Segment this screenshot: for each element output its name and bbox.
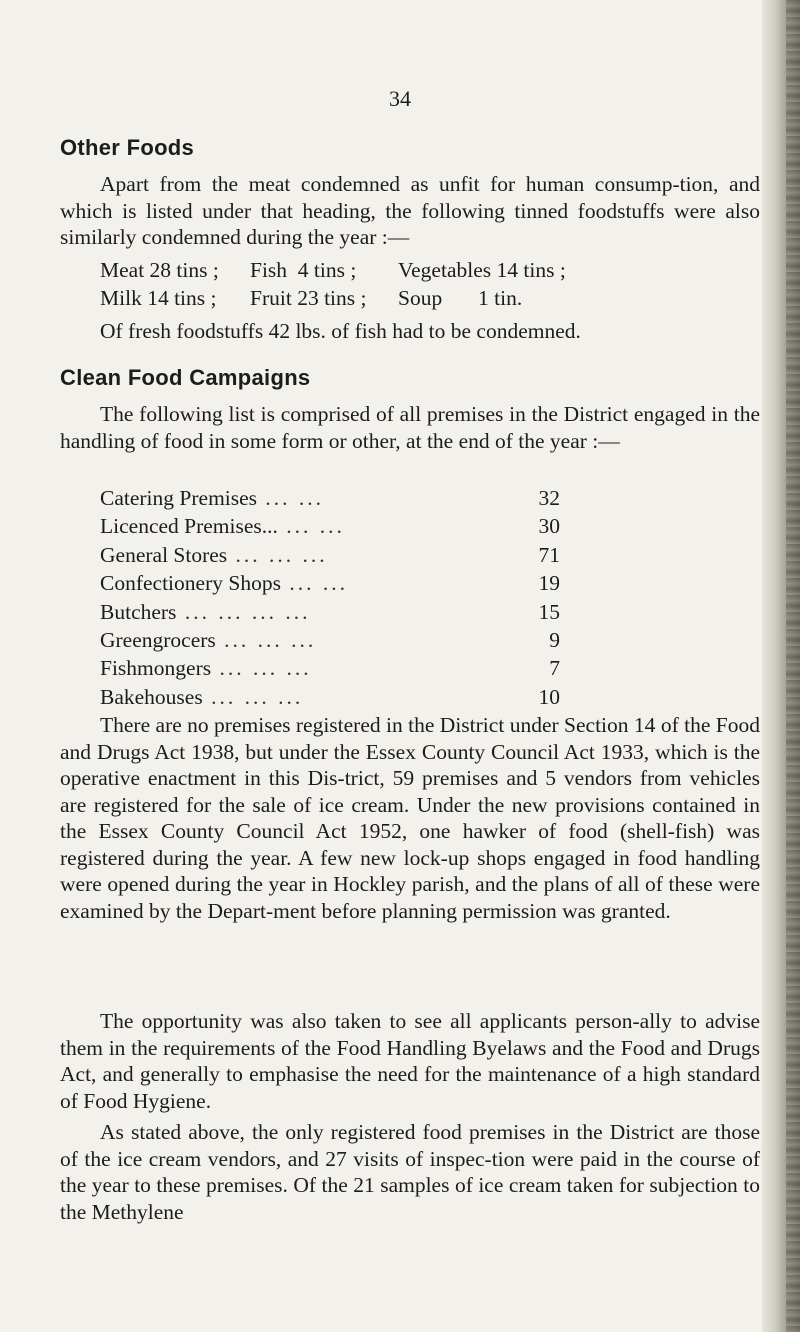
tins-fish: Fish 4 tins ;: [250, 258, 357, 282]
heading-other-foods: Other Foods: [60, 135, 195, 160]
tins-milk: Milk 14 tins ;: [100, 286, 217, 310]
tinned-foods-list: [100, 256, 578, 312]
page-edge-marks: [786, 0, 800, 1332]
premises-row: Bakehouses ... ... ... 10: [100, 683, 560, 711]
premises-name: Fishmongers: [100, 656, 212, 681]
premises-name: Licenced Premises...: [100, 514, 278, 539]
premises-count: 10: [538, 684, 560, 709]
tinned-foods-line-1: [100, 256, 578, 284]
premises-table: [100, 484, 560, 711]
premises-row: General Stores ... ... ... 71: [100, 541, 560, 569]
premises-name: Confectionery Shops: [100, 571, 281, 596]
premises-count: 32: [538, 486, 560, 510]
register-paragraph: There are no premises registered in the District under Section 14 of the Food and Drugs Act 1938, but under the Essex County Council Act 1933, which is the operative enactment in this Dis-trict, 59 premises and 5 vendors from vehicles are registered for the sale of ice cream. Under the new provisions contained in the Essex County Council Act 1952, one hawker of food (shell-fish) was registered during the year. A few new lock-up shops engaged in food handling were opened during the year in Hockley parish, and the plans of all of these were examined by the Depart-ment before planning permission was granted.: [60, 713, 760, 923]
premises-row: Butchers ... ... ... ... 15: [100, 598, 560, 626]
premises-name: General Stores: [100, 542, 228, 567]
tins-soup-count: 1 tin.: [478, 286, 523, 310]
premises-row: Fishmongers ... ... ... 7: [100, 654, 560, 682]
clean-food-intro: The following list is comprised of all premises in the District engaged in the handling of food in some form or other, at the end of the year :—: [60, 402, 760, 453]
premises-row: Catering Premises ... ... 32: [100, 484, 560, 512]
premises-count: 30: [538, 514, 560, 539]
premises-row: Confectionery Shops ... ... 19: [100, 569, 560, 597]
premises-count: 15: [538, 599, 560, 624]
premises-count: 71: [538, 542, 560, 567]
opportunity-paragraph: The opportunity was also taken to see all applicants person-ally to advise them in the requirements of the Food Handling Byelaws and the Food and Drugs Act, and generally to emphasise the need for the maintenance of a high standard of Food Hygiene.: [60, 1009, 760, 1113]
fresh-foodstuffs-text: Of fresh foodstuffs 42 lbs. of fish had to be condemned.: [100, 319, 581, 343]
premises-row: Greengrocers ... ... ... 9: [100, 626, 560, 654]
tins-fruit: Fruit 23 tins ;: [250, 286, 367, 310]
tins-soup-label: Soup: [398, 286, 443, 310]
premises-count: 7: [549, 656, 560, 681]
tins-vegetables: Vegetables 14 tins ;: [398, 258, 566, 282]
tinned-foods-line-2: [100, 284, 578, 312]
premises-name: Butchers: [100, 599, 177, 624]
page-number: 34: [389, 86, 411, 111]
premises-name: Bakehouses: [100, 684, 203, 709]
premises-name: Catering Premises: [100, 486, 258, 510]
other-foods-intro: Apart from the meat condemned as unfit for human consump-tion, and which is listed under that heading, the following tinned foodstuffs were also similarly condemned during the year :—: [60, 172, 760, 249]
premises-name: Greengrocers: [100, 627, 216, 652]
premises-count: 19: [538, 571, 560, 596]
tins-meat: Meat 28 tins ;: [100, 258, 219, 282]
heading-clean-food-campaigns: Clean Food Campaigns: [60, 365, 311, 390]
premises-count: 9: [549, 627, 560, 652]
premises-row: Licenced Premises... ... ... 30: [100, 512, 560, 540]
stated-paragraph: As stated above, the only registered food premises in the District are those of the ice cream vendors, and 27 visits of inspec-tion were paid in the course of the year to these premises. Of the 21 samples of ice cream taken for subjection to the Methylene: [60, 1120, 760, 1224]
